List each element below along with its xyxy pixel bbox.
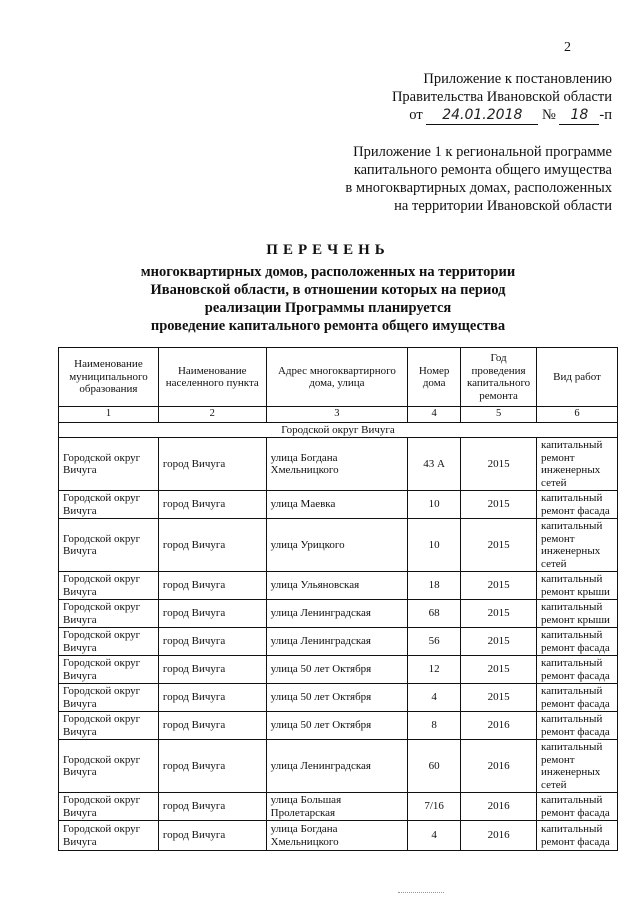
cell-locality: город Вичуга [158,712,266,740]
cell-locality: город Вичуга [158,491,266,519]
cell-repair-year: 2015 [461,628,537,656]
table-row [59,684,618,712]
table-row [59,491,618,519]
column-number: 1 [59,407,159,423]
column-number: 2 [158,407,266,423]
table-row [59,600,618,628]
cell-work-type: капитальный ремонт инженерных сетей [537,740,618,793]
cell-repair-year: 2015 [461,519,537,572]
cell-locality: город Вичуга [158,740,266,793]
cell-house-number: 56 [408,628,461,656]
col-header-work-type: Вид работ [537,348,618,407]
cell-house-number: 43 А [408,438,461,491]
table-row [59,656,618,684]
order-suffix: -п [599,107,612,123]
cell-house-number: 8 [408,712,461,740]
cell-municipality: Городской округ Вичуга [59,491,159,519]
title-main: ПЕРЕЧЕНЬ [266,242,390,258]
cell-locality: город Вичуга [158,628,266,656]
cell-municipality: Городской округ Вичуга [59,519,159,572]
cell-house-number: 10 [408,519,461,572]
cell-work-type: капитальный ремонт фасада [537,821,618,851]
cell-street: улица 50 лет Октября [266,712,408,740]
cell-street: улица Богдана Хмельницкого [266,821,408,851]
column-number: 6 [537,407,618,423]
table-row [59,793,618,821]
table-row [59,519,618,572]
cell-repair-year: 2016 [461,712,537,740]
cell-locality: город Вичуга [158,793,266,821]
order-number-label: № [541,107,556,123]
cell-locality: город Вичуга [158,519,266,572]
cell-work-type: капитальный ремонт крыши [537,572,618,600]
cell-street: улица Ульяновская [266,572,408,600]
cell-work-type: капитальный ремонт фасада [537,712,618,740]
cell-street: улица 50 лет Октября [266,684,408,712]
decree-appendix-header [392,70,612,125]
cell-municipality: Городской округ Вичуга [59,572,159,600]
cell-municipality: Городской округ Вичуга [59,600,159,628]
table-row [59,572,618,600]
cell-municipality: Городской округ Вичуга [59,793,159,821]
program-appendix-line2: капитального ремонта общего имущества [353,162,612,178]
column-number: 5 [461,407,537,423]
cell-repair-year: 2015 [461,572,537,600]
cell-street: улица 50 лет Октября [266,656,408,684]
program-appendix-line3: в многоквартирных домах, расположенных [345,180,612,196]
column-number: 3 [266,407,408,423]
cell-municipality: Городской округ Вичуга [59,628,159,656]
cell-street: улица Урицкого [266,519,408,572]
table-row [59,740,618,793]
cell-municipality: Городской округ Вичуга [59,438,159,491]
cell-locality: город Вичуга [158,684,266,712]
cell-house-number: 68 [408,600,461,628]
document-title [60,242,596,335]
cell-house-number: 7/16 [408,793,461,821]
cell-work-type: капитальный ремонт крыши [537,600,618,628]
cell-house-number: 60 [408,740,461,793]
column-number-row [59,407,618,423]
cell-street: улица Ленинградская [266,628,408,656]
table-header-row [59,348,618,407]
cell-municipality: Городской округ Вичуга [59,712,159,740]
cell-house-number: 4 [408,821,461,851]
cell-repair-year: 2015 [461,491,537,519]
cell-locality: город Вичуга [158,821,266,851]
table-row [59,821,618,851]
decree-appendix-line1: Приложение к постановлению [423,71,612,87]
decree-appendix-line2: Правительства Ивановской области [391,89,612,105]
cell-house-number: 10 [408,491,461,519]
cell-repair-year: 2016 [461,793,537,821]
cell-street: улица Ленинградская [266,600,408,628]
title-line4: проведение капитального ремонта общего имущества [150,318,506,334]
group-row [59,422,618,438]
cell-locality: город Вичуга [158,438,266,491]
program-appendix-line1: Приложение 1 к региональной программе [353,144,612,160]
houses-table [58,347,618,851]
cell-house-number: 12 [408,656,461,684]
group-title: Городской округ Вичуга [59,422,618,438]
cell-repair-year: 2016 [461,740,537,793]
cell-house-number: 18 [408,572,461,600]
cell-repair-year: 2015 [461,600,537,628]
cell-locality: город Вичуга [158,572,266,600]
col-header-repair-year: Год проведения капитального ремонта [461,348,537,407]
col-header-locality: Наименование населенного пункта [158,348,266,407]
program-appendix-header [345,143,612,215]
cell-work-type: капитальный ремонт инженерных сетей [537,438,618,491]
col-header-house-number: Номер дома [408,348,461,407]
cell-street: улица Маевка [266,491,408,519]
cell-municipality: Городской округ Вичуга [59,656,159,684]
order-line [392,106,612,125]
cell-house-number: 4 [408,684,461,712]
cell-street: улица Ленинградская [266,740,408,793]
order-date: 24.01.2018 [426,106,538,125]
cell-repair-year: 2015 [461,684,537,712]
order-number: 18 [559,106,599,125]
table-row [59,712,618,740]
cell-municipality: Городской округ Вичуга [59,821,159,851]
cell-work-type: капитальный ремонт фасада [537,656,618,684]
program-appendix-line4: на территории Ивановской области [394,198,612,214]
cell-locality: город Вичуга [158,656,266,684]
cell-work-type: капитальный ремонт фасада [537,491,618,519]
footer-mark [398,892,444,893]
cell-municipality: Городской округ Вичуга [59,684,159,712]
cell-municipality: Городской округ Вичуга [59,740,159,793]
column-number: 4 [408,407,461,423]
title-line1: многоквартирных домов, расположенных на территории [140,264,516,280]
cell-work-type: капитальный ремонт фасада [537,628,618,656]
cell-repair-year: 2015 [461,438,537,491]
cell-work-type: капитальный ремонт фасада [537,684,618,712]
cell-repair-year: 2016 [461,821,537,851]
cell-work-type: капитальный ремонт инженерных сетей [537,519,618,572]
col-header-municipality: Наименование муниципального образования [59,348,159,407]
order-prefix: от [409,107,423,123]
title-line3: реализации Программы планируется [204,300,452,316]
cell-street: улица Большая Пролетарская [266,793,408,821]
col-header-address: Адрес многоквартирного дома, улица [266,348,408,407]
table-row [59,628,618,656]
cell-repair-year: 2015 [461,656,537,684]
cell-street: улица Богдана Хмельницкого [266,438,408,491]
title-line2: Ивановской области, в отношении которых на период [150,282,506,298]
page-number: 2 [564,40,571,55]
cell-work-type: капитальный ремонт фасада [537,793,618,821]
table-row [59,438,618,491]
cell-locality: город Вичуга [158,600,266,628]
